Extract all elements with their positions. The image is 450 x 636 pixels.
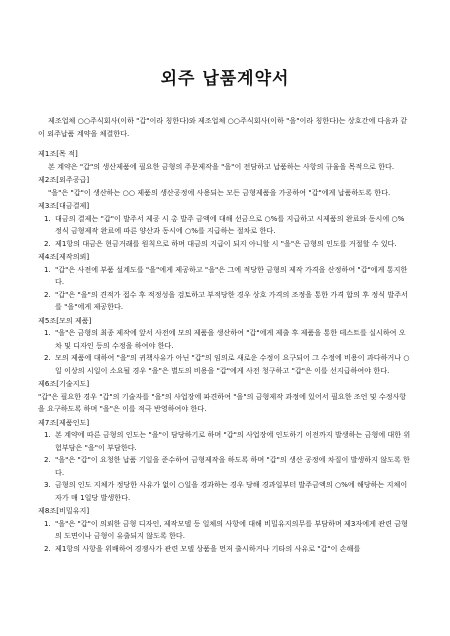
article-heading: 제4조[제작의뢰]: [38, 252, 90, 261]
item-number: 1.: [44, 328, 51, 337]
item-text: "을"은 "갑"이 의뢰한 금형 디자인, 제작모델 등 일체의 사항에 대해 비밀유지의무를 부담하며 제3자에게 관련 금형의 도면이나 금형이 유출되지 않도록 한다.: [55, 518, 408, 540]
article-item: [38, 454, 412, 479]
article-item: [38, 518, 412, 543]
articles-container: [38, 148, 412, 555]
article-item: [38, 327, 412, 352]
article-section: [38, 378, 412, 416]
article-item: [38, 479, 412, 504]
item-number: 2.: [44, 353, 51, 362]
article-items: [38, 327, 412, 377]
article-items: [38, 518, 412, 556]
article-section: [38, 148, 412, 173]
article-heading: 제8조[비밀유지]: [38, 506, 90, 515]
item-text: 모의 제품에 대하여 "을"의 귀책사유가 아닌 "갑"의 임의로 새로운 수정이 요구되어 그 수정에 비용이 과다하거나 ○일 이상의 시일이 소요될 경우 "을"은 별도의 비용을 "갑"에게 사전 청구하고 "갑"은 이를 선지급하여야 한다.: [55, 353, 410, 375]
item-text: "을"은 금형의 최종 제작에 앞서 사전에 모의 제품을 생산하여 "갑"에게 제출 후 제품을 통한 테스트를 실시하여 오차 및 디자인 등의 수정을 하여야 한다.: [55, 328, 406, 350]
item-text: 대금의 결제는 "갑"이 발주서 제공 시 총 발주 금액에 대해 선금으로 ○%를 지급하고 시제품의 완료와 동시에 ○% 정식 금형제작 완료에 따른 양산과 동시에 ○%를 지급하는 절차로 한다.: [55, 213, 405, 235]
document-title: 외주 납품계약서: [160, 69, 290, 89]
article-item: [38, 213, 412, 238]
item-number: 2.: [44, 543, 51, 553]
item-text: 본 계약에 따른 금형의 인도는 "을"이 담당하기로 하며 "갑"의 사업장에 인도하기 이전까지 발생하는 금형에 대한 위험부담은 "을"이 부담한다.: [55, 430, 411, 452]
article-body: "을"은 "갑"이 생산하는 ○○ 제품의 생산공정에 사용되는 모든 금형제품을 가공하여 "갑"에게 납품하도록 한다.: [48, 187, 391, 197]
item-number: 1.: [44, 264, 51, 274]
item-number: 1.: [44, 518, 51, 528]
article-section: [38, 315, 412, 378]
article-items: [38, 264, 412, 314]
article-body: "갑"은 필요한 경우 "갑"의 기술자를 "을"의 사업장에 파견하여 "을"의 금형제작 과정에 있어서 필요한 조언 및 수정사항을 요구하도록 하며 "을"은 이를 적극 반영하여야 한다.: [38, 391, 407, 413]
item-text: 제1항의 사항을 위배하여 경쟁사가 관련 모델 상품을 먼저 출시하거나 기타의 사유로 "갑"이 손해를: [55, 543, 361, 553]
item-number: 3.: [44, 480, 51, 489]
article-body: 본 계약은 "갑"의 생산제품에 필요한 금형의 주문제작을 "을"이 전담하고 납품하는 사항의 규율을 목적으로 한다.: [48, 161, 395, 171]
article-heading: 제5조[모의 제품]: [38, 315, 92, 325]
item-number: 1.: [44, 430, 51, 439]
article-items: [38, 213, 412, 251]
article-item: [38, 238, 412, 251]
item-text: "갑"은 사전에 부품 설계도를 "을"에게 제공하고 "을"은 그에 적당한 금형의 제작 가격을 산정하여 "갑"에게 통지한다.: [55, 264, 408, 286]
article-section: [38, 417, 412, 505]
item-text: "을"은 "갑"이 요청한 납품 기일을 준수하여 금형제작을 하도록 하며 "갑"의 생산 공정에 차질이 발생하지 않도록 한다.: [55, 455, 410, 477]
article-heading: 제3조[대금결제]: [38, 201, 90, 210]
article-item: [38, 543, 412, 556]
article-section: [38, 174, 412, 199]
item-text: 제1항의 대금은 현금거래를 원칙으로 하며 대금의 지급이 되지 아니할 시 "을"은 금형의 인도를 거절할 수 있다.: [55, 238, 397, 248]
item-text: "갑"은 "을"의 견적가 접수 후 적정성을 검토하고 부적당한 경우 상호 가격의 조정을 통한 가격 합의 후 정식 발주서를 "을"에게 제공한다.: [55, 289, 408, 311]
article-section: [38, 505, 412, 555]
article-item: [38, 289, 412, 314]
article-heading: 제1조[목 적]: [38, 149, 78, 158]
item-text: 금형의 인도 지체가 정당한 사유가 없이 ○일을 경과하는 경우 당해 경과일부터 발주금액의 ○%에 해당하는 지체이자가 매 1일당 발생한다.: [55, 480, 408, 502]
article-heading: 제7조[제품인도]: [38, 417, 90, 427]
document-intro: 제조업체 ○○주식회사(이하 "갑"이라 칭한다)와 제조업체 ○○주식회사(이하 "을"이라 칭한다)는 상호간에 다음과 같이 외주납품 계약을 체결한다.: [38, 116, 408, 138]
article-heading: 제2조[외주공급]: [38, 175, 90, 184]
article-section: [38, 200, 412, 250]
article-items: [38, 429, 412, 504]
article-item: [38, 352, 412, 377]
item-number: 2.: [44, 238, 51, 248]
item-number: 2.: [44, 455, 51, 464]
article-item: [38, 264, 412, 289]
item-number: 2.: [44, 289, 51, 299]
article-section: [38, 251, 412, 314]
article-heading: 제6조[기술지도]: [38, 379, 90, 388]
item-number: 1.: [44, 213, 51, 223]
article-item: [38, 429, 412, 454]
